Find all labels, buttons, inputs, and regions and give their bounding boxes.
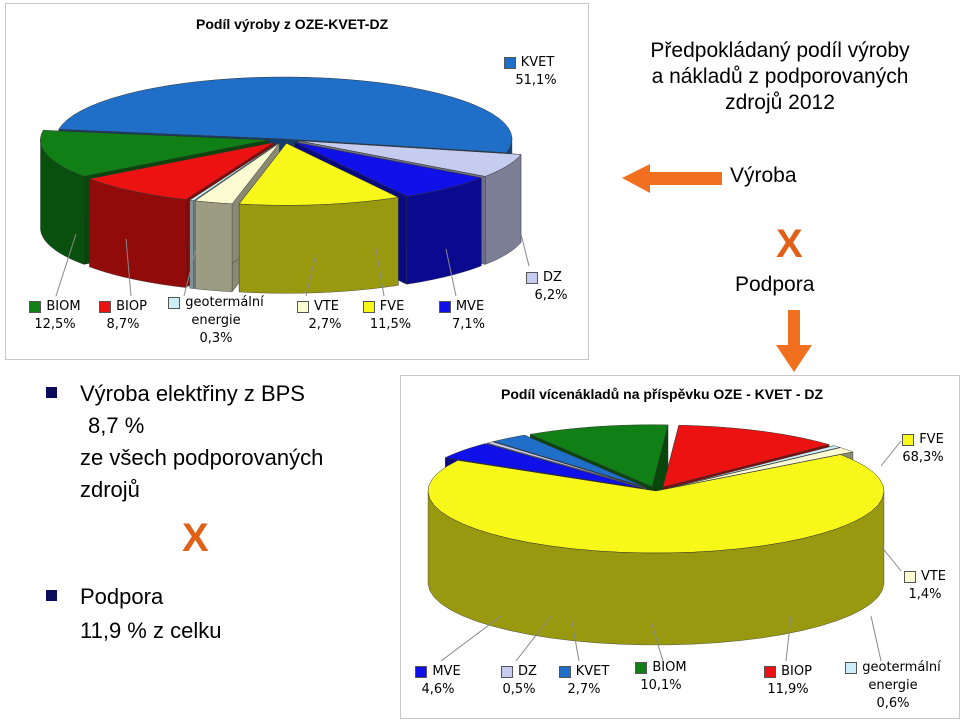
legend-value: 2,7% <box>567 682 601 697</box>
legend-swatch <box>504 57 516 69</box>
legend-swatch <box>559 666 571 678</box>
legend-item-kvet <box>484 54 574 90</box>
legend-swatch <box>526 272 538 284</box>
heading-line: zdrojů 2012 <box>725 91 835 114</box>
legend-item-geotermalni <box>833 659 953 713</box>
legend-value: 12,5% <box>34 317 76 332</box>
legend-label: BIOP <box>116 299 147 314</box>
legend-value: 51,1% <box>515 73 557 88</box>
legend-label: BIOP <box>781 664 812 679</box>
bullet-text-vyroba <box>80 378 323 506</box>
heading-line: a nákladů z podporovaných <box>651 65 909 88</box>
legend-swatch <box>363 301 375 313</box>
legend-item-biop <box>88 298 158 334</box>
legend-value: 10,1% <box>640 678 682 693</box>
legend-label: KVET <box>575 664 610 679</box>
legend-value: 7,1% <box>451 317 486 332</box>
legend-item-biom <box>18 298 92 334</box>
legend-value: 8,7% <box>106 317 140 332</box>
legend-value: 11,9% <box>767 682 809 697</box>
bullet-line: Podpora <box>80 584 164 609</box>
legend-swatch <box>501 666 513 678</box>
legend-label: energie <box>191 313 241 328</box>
pie-slice-rim <box>195 201 232 292</box>
legend-label: KVET <box>520 55 555 70</box>
bullet-line: Výroba elektřiny z BPS <box>80 381 305 406</box>
legend-swatch <box>29 301 41 313</box>
legend-label: MVE <box>432 664 461 679</box>
legend-label: VTE <box>920 569 947 584</box>
legend-item-dz <box>504 269 584 305</box>
x-mark-left: X <box>182 516 209 560</box>
legend-label: VTE <box>313 299 340 314</box>
arrow-down-icon <box>776 310 812 372</box>
bullet-line: 8,7 % <box>88 413 145 438</box>
chart-vyroba <box>5 3 589 360</box>
legend-item-fve <box>889 431 957 467</box>
leader-line <box>871 616 881 661</box>
legend-label: energie <box>868 678 918 693</box>
legend-value: 4,6% <box>421 682 455 697</box>
legend-swatch <box>297 301 309 313</box>
legend-item-dz <box>489 663 549 699</box>
legend-label: FVE <box>379 299 405 314</box>
legend-value: 68,3% <box>902 450 944 465</box>
slide-heading <box>600 38 960 116</box>
legend-label: DZ <box>543 270 562 285</box>
legend-value: 1,4% <box>908 587 942 602</box>
pie-slice-rim <box>239 197 398 293</box>
legend-item-biop <box>751 663 825 699</box>
legend-value: 6,2% <box>534 288 568 303</box>
bullet-text-podpora <box>80 580 221 648</box>
podpora-label: Podpora <box>735 273 815 296</box>
chart-title: Podíl vícenákladů na příspěvku OZE - KVET - DZ <box>501 386 824 402</box>
legend-value: 0,6% <box>876 696 910 711</box>
legend-swatch <box>845 662 857 674</box>
legend-item-mve <box>403 663 473 699</box>
legend-label: geotermální <box>862 660 941 675</box>
legend-swatch <box>904 571 916 583</box>
vyroba-label: Výroba <box>730 164 797 187</box>
legend-value: 0,3% <box>199 331 233 346</box>
leader-line <box>521 234 529 266</box>
heading-line: Předpokládaný podíl výroby <box>650 39 910 62</box>
leader-line <box>441 616 501 661</box>
bullet-line: 11,9 % z celku <box>80 618 222 643</box>
legend-swatch <box>902 434 914 446</box>
legend-label: BIOM <box>46 299 81 314</box>
arrow-left-icon <box>622 164 722 193</box>
legend-label: DZ <box>518 664 537 679</box>
legend-item-biom <box>623 659 699 695</box>
legend-value: 0,5% <box>502 682 536 697</box>
bullet-icon <box>46 387 57 398</box>
legend-swatch <box>439 301 451 313</box>
x-mark-right: X <box>776 222 803 266</box>
legend-item-vte <box>893 568 957 604</box>
legend-value: 2,7% <box>308 317 342 332</box>
legend-value: 11,5% <box>369 317 412 332</box>
legend-label: geotermální <box>185 295 264 310</box>
chart-title: Podíl výroby z OZE-KVET-DZ <box>196 16 389 32</box>
legend-swatch <box>635 662 647 674</box>
legend-label: MVE <box>455 299 485 314</box>
bullet-line: ze všech podporovaných <box>80 445 324 470</box>
legend-label: BIOM <box>652 660 687 675</box>
legend-swatch <box>168 297 180 309</box>
legend-item-kvet <box>551 663 617 699</box>
pie-slice-rim <box>190 200 194 288</box>
chart-podpora <box>400 375 960 719</box>
legend-item-mve <box>424 298 499 334</box>
legend-item-geotermalni <box>156 294 276 348</box>
legend-item-vte <box>284 298 352 334</box>
legend-item-fve <box>346 298 421 334</box>
legend-swatch <box>415 666 427 678</box>
bullet-line: zdrojů <box>80 477 140 502</box>
legend-label: FVE <box>919 432 944 447</box>
bullet-icon <box>46 590 57 601</box>
legend-swatch <box>764 666 776 678</box>
legend-swatch <box>99 301 111 313</box>
